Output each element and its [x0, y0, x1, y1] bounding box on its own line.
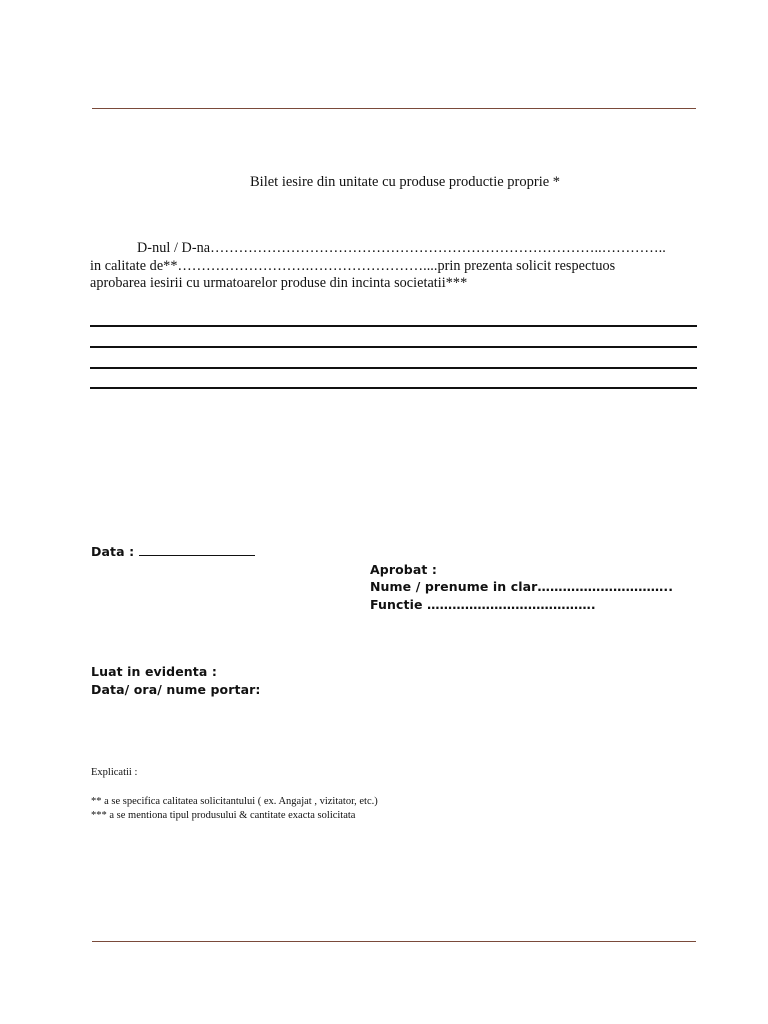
- header-rule: [92, 108, 696, 109]
- product-table-line-1: [90, 325, 697, 327]
- explanations-heading: Explicatii :: [91, 767, 138, 778]
- date-label: Data :: [91, 544, 135, 559]
- date-field: [91, 544, 255, 559]
- approval-function-line: Functie ………………………………….: [370, 597, 596, 612]
- registry-line-2: Data/ ora/ nume portar:: [91, 682, 261, 697]
- paragraph-line-2: in calitate de**……………………….……………………....prin prezenta solicit respectuos: [90, 258, 616, 274]
- footer-rule: [92, 941, 696, 942]
- explanation-note-1: ** a se specifica calitatea solicitantului ( ex. Angajat , vizitator, etc.): [91, 796, 378, 807]
- registry-line-1: Luat in evidenta :: [91, 664, 217, 679]
- product-table-line-3: [90, 367, 697, 369]
- explanation-note-2: *** a se mentiona tipul produsului & cantitate exacta solicitata: [91, 810, 356, 821]
- product-table-line-4: [90, 387, 697, 389]
- document-title: Bilet iesire din unitate cu produse productie proprie *: [250, 174, 561, 190]
- paragraph-line-3: aprobarea iesirii cu urmatoarelor produse din incinta societatii***: [90, 275, 468, 291]
- date-blank-line: [139, 546, 255, 556]
- paragraph-line-1: D-nul / D-na………………………………………………………………………..…………..: [137, 240, 666, 256]
- approval-name-line: Nume / prenume in clar…………………………..: [370, 579, 674, 594]
- approval-heading: Aprobat :: [370, 562, 437, 577]
- product-table-line-2: [90, 346, 697, 348]
